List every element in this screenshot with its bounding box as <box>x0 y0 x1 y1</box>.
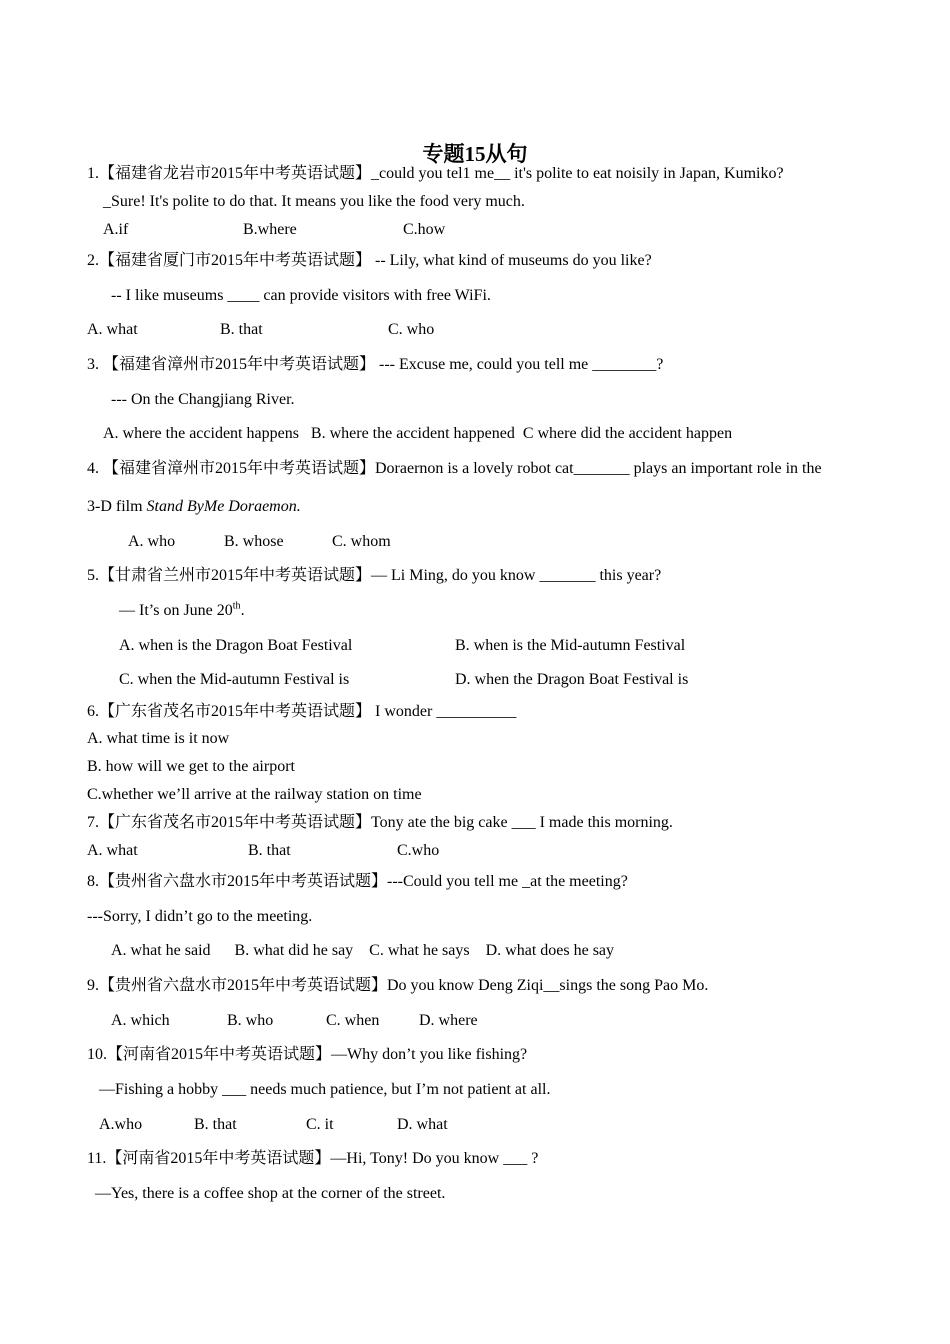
question-5-answer-text: — It’s on June 20 <box>119 602 233 619</box>
film-title: Stand ByMe Doraemon. <box>146 498 301 515</box>
question-10-option-d: D. what <box>397 1116 448 1133</box>
ordinal-suffix: th <box>232 600 241 612</box>
question-9-option-d: D. where <box>419 1012 478 1029</box>
question-3-options: A. where the accident happens B. where the accident happened C where did the accident happen <box>103 425 733 442</box>
question-11: 11.【河南省2015年中考英语试题】—Hi, Tony! Do you know ___ ? <box>87 1150 539 1167</box>
question-10-option-a: A.who <box>99 1116 143 1133</box>
question-4-continued <box>87 497 301 517</box>
question-4-option-c: C. whom <box>332 533 391 550</box>
question-6-option-a: A. what time is it now <box>87 730 230 747</box>
question-10: 10.【河南省2015年中考英语试题】—Why don’t you like fishing? <box>87 1046 528 1063</box>
question-5-option-b: B. when is the Mid-autumn Festival <box>455 637 686 654</box>
question-10-option-b: B. that <box>194 1116 237 1133</box>
question-9: 9.【贵州省六盘水市2015年中考英语试题】Do you know Deng Ziqi__sings the song Pao Mo. <box>87 977 709 994</box>
question-11-answer: —Yes, there is a coffee shop at the corner of the street. <box>95 1185 446 1202</box>
question-5-answer-end: . <box>240 602 245 619</box>
question-2-option-b: B. that <box>220 321 263 338</box>
question-2-option-a: A. what <box>87 321 138 338</box>
question-9-option-b: B. who <box>227 1012 274 1029</box>
question-7-option-c: C.who <box>397 842 440 859</box>
question-5-option-c: C. when the Mid-autumn Festival is <box>119 671 350 688</box>
question-4: 4. 【福建省漳州市2015年中考英语试题】Doraernon is a lovely robot cat_______ plays an important role in the <box>87 460 822 477</box>
question-5: 5.【甘肃省兰州市2015年中考英语试题】— Li Ming, do you know _______ this year? <box>87 567 662 584</box>
question-9-option-c: C. when <box>326 1012 380 1029</box>
question-6: 6.【广东省茂名市2015年中考英语试题】 I wonder __________ <box>87 703 517 720</box>
question-1-option-c: C.how <box>403 221 446 238</box>
page-title: 专题15从句 <box>422 142 528 166</box>
question-1: 1.【福建省龙岩市2015年中考英语试题】_could you tel1 me__ it's polite to eat noisily in Japan, Kumiko? <box>87 165 784 182</box>
question-2-answer: -- I like museums ____ can provide visitors with free WiFi. <box>111 287 491 304</box>
question-10-answer: —Fishing a hobby ___ needs much patience, but I’m not patient at all. <box>99 1081 551 1098</box>
question-6-option-b: B. how will we get to the airport <box>87 758 295 775</box>
question-1-option-a: A.if <box>103 221 129 238</box>
question-7-option-b: B. that <box>248 842 291 859</box>
question-5-answer <box>119 601 245 621</box>
question-2-option-c: C. who <box>388 321 435 338</box>
question-10-option-c: C. it <box>306 1116 334 1133</box>
question-4-option-b: B. whose <box>224 533 284 550</box>
question-1-answer: _Sure! It's polite to do that. It means you like the food very much. <box>103 193 525 210</box>
question-5-option-a: A. when is the Dragon Boat Festival <box>119 637 353 654</box>
question-4-continued-text: 3-D film <box>87 498 147 515</box>
question-4-option-a: A. who <box>128 533 176 550</box>
question-1-option-b: B.where <box>243 221 297 238</box>
question-9-option-a: A. which <box>111 1012 170 1029</box>
question-3-answer: --- On the Changjiang River. <box>111 391 295 408</box>
question-2: 2.【福建省厦门市2015年中考英语试题】 -- Lily, what kind of museums do you like? <box>87 252 652 269</box>
question-8-options: A. what he said B. what did he say C. what he says D. what does he say <box>111 942 615 959</box>
question-6-option-c: C.whether we’ll arrive at the railway station on time <box>87 786 422 803</box>
question-7: 7.【广东省茂名市2015年中考英语试题】Tony ate the big cake ___ I made this morning. <box>87 814 673 831</box>
question-7-option-a: A. what <box>87 842 138 859</box>
question-8: 8.【贵州省六盘水市2015年中考英语试题】---Could you tell me _at the meeting? <box>87 873 628 890</box>
question-8-answer: ---Sorry, I didn’t go to the meeting. <box>87 908 313 925</box>
question-3: 3. 【福建省漳州市2015年中考英语试题】 --- Excuse me, could you tell me ________? <box>87 356 664 373</box>
question-5-option-d: D. when the Dragon Boat Festival is <box>455 671 689 688</box>
